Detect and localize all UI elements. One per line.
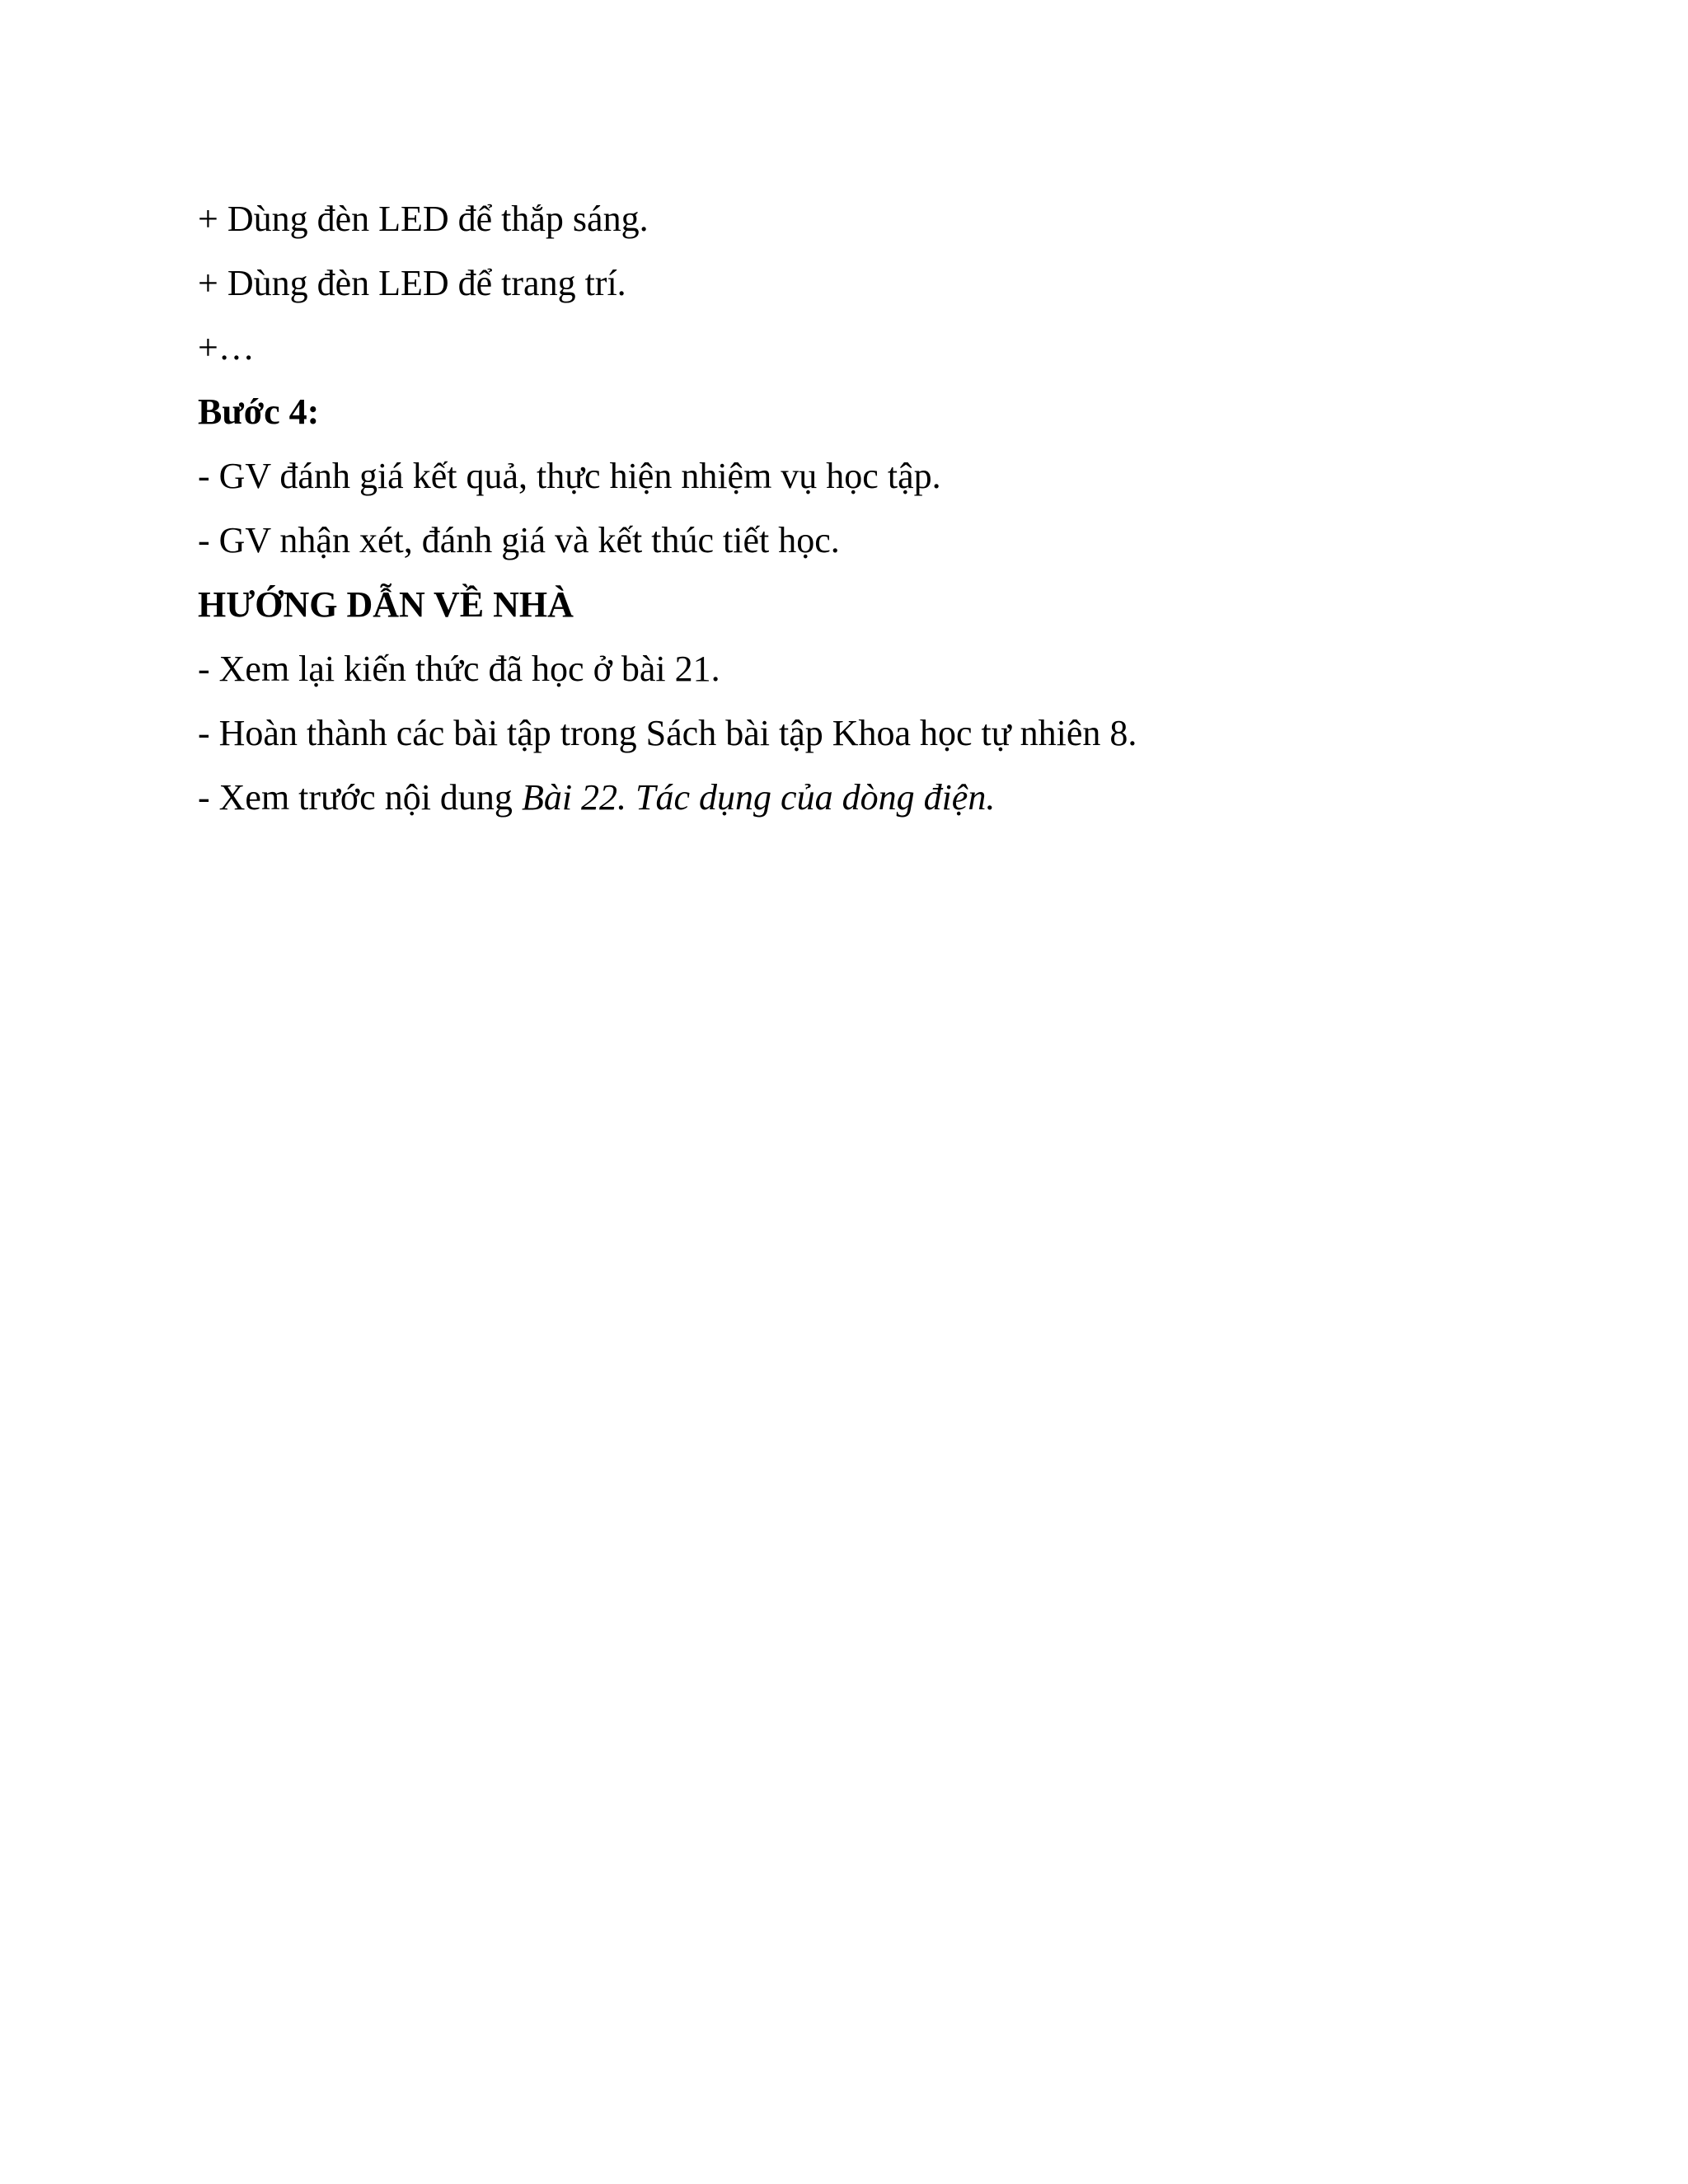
teacher-evaluation-line: - GV đánh giá kết quả, thực hiện nhiệm vụ học tập. [198,456,941,496]
next-lesson-title: Bài 22. Tác dụng của dòng điện. [521,777,996,818]
homework-preview-line [198,776,1484,841]
bullet-led-lighting: + Dùng đèn LED để thắp sáng. [198,199,649,239]
bullet-led-decoration: + Dùng đèn LED để trang trí. [198,263,626,303]
teacher-closing-line: - GV nhận xét, đánh giá và kết thúc tiết học. [198,520,840,560]
step-4-heading: Bước 4: [198,391,320,432]
homework-exercises-line: - Hoàn thành các bài tập trong Sách bài tập Khoa học tự nhiên 8. [198,713,1137,753]
document-body [198,198,1484,841]
homework-review-line: - Xem lại kiến thức đã học ở bài 21. [198,649,720,689]
bullet-ellipsis: +… [198,327,255,368]
homework-heading: HƯỚNG DẪN VỀ NHÀ [198,584,574,625]
homework-preview-prefix: - Xem trước nội dung [198,777,522,818]
